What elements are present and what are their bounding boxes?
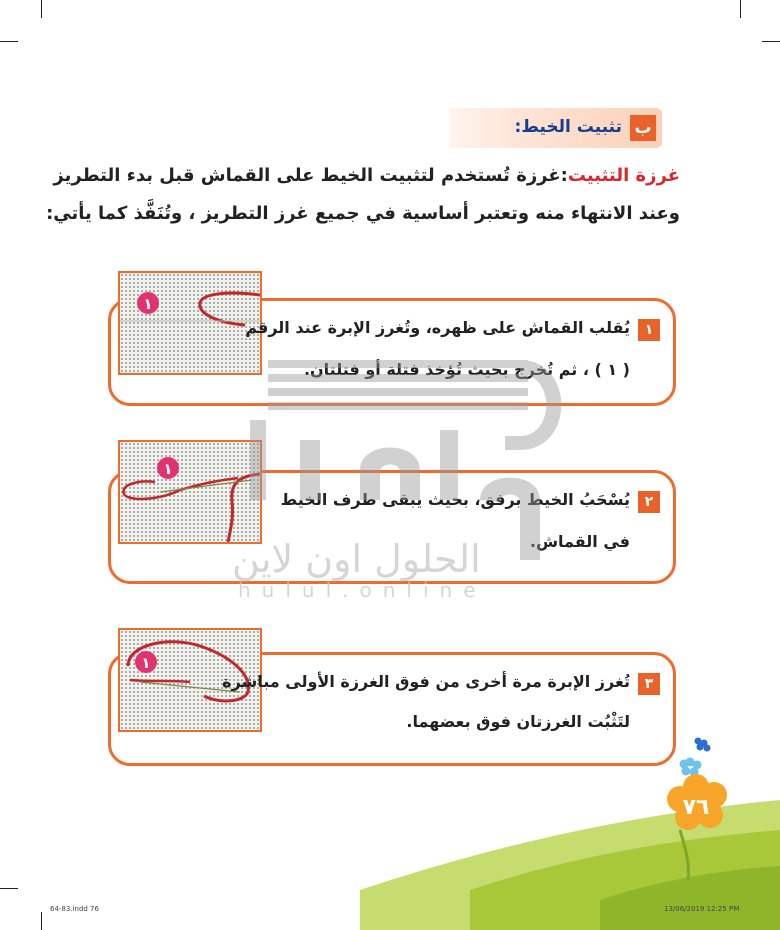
page-number: ٧٦ <box>682 795 710 820</box>
section-title: تثبيت الخيط: <box>514 117 622 137</box>
term-label: غرزة التثبيت <box>567 165 680 186</box>
step-3-line-1: تُغرز الإبرة مرة أخرى من فوق الغرزة الأولى مباشرة <box>222 672 630 691</box>
step-1-line-2: ( ١ ) ، ثم تُخرج بحيث تُؤخذ فتلة أو فتلتان. <box>303 360 630 379</box>
step-number-2: ٢ <box>638 491 660 513</box>
section-letter: ب <box>630 115 656 141</box>
watermark-latin: hulul.online <box>238 578 487 602</box>
footer-file: 64-83.indd 76 <box>50 905 99 913</box>
watermark-arabic: الحلول اون لاين <box>232 537 481 581</box>
flower-icon <box>660 735 740 835</box>
step-number-3: ٣ <box>638 673 660 695</box>
footer-date: 13/06/2019 12:25 PM <box>664 905 740 913</box>
photo-marker-label: ١ <box>143 295 153 313</box>
step-2-line-1: يُسْحَبُ الخيط برفق، بحيث يبقى طرف الخيط <box>280 490 630 509</box>
step-2-line-2: في القماش. <box>529 532 630 551</box>
intro-line-2: وعند الانتهاء منه وتعتبر أساسية في جميع غرز التطريز ، وتُنَفَّذ كما يأتي: <box>46 203 680 224</box>
step-3-line-2: لتَثْبُت الغرزتان فوق بعضهما. <box>406 712 630 731</box>
intro-definition: :غرزة تُستخدم لتثبيت الخيط على القماش قبل بدء التطريز <box>53 165 568 186</box>
step-number-1: ١ <box>638 319 660 341</box>
step-1-line-1: يُقلب القماش على ظهره، وتُغرز الإبرة عند الرقم <box>245 318 630 337</box>
photo-marker-label: ١ <box>163 460 173 478</box>
photo-marker-label: ١ <box>141 654 151 672</box>
